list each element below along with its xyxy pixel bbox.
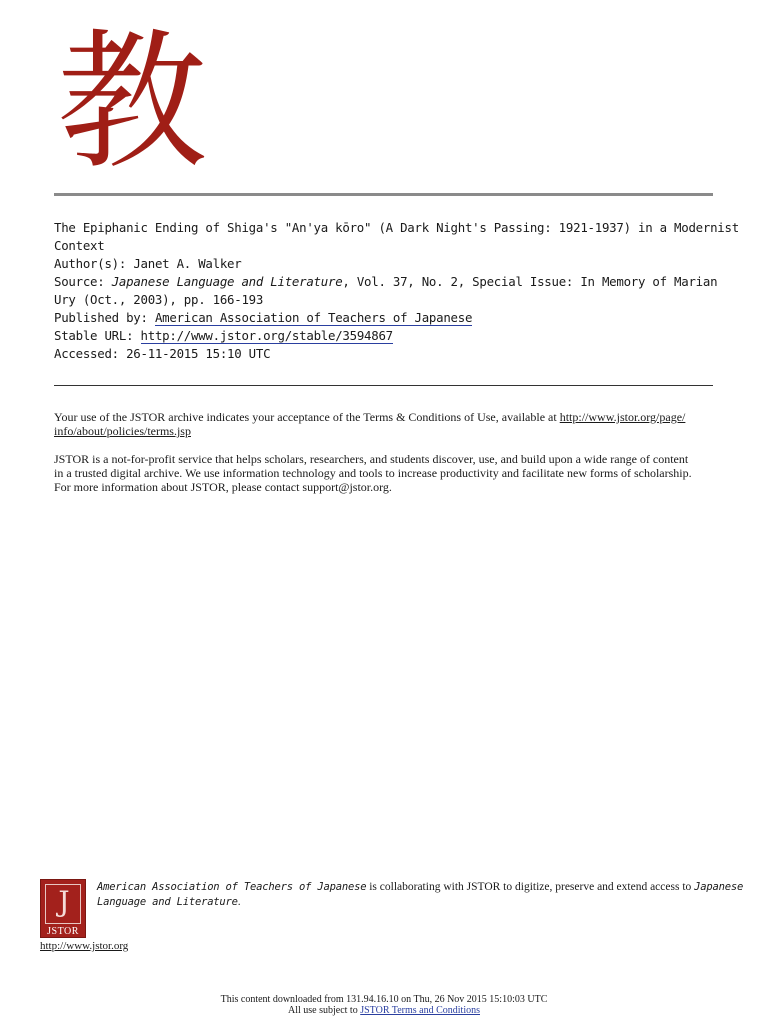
jstor-description-line-1: JSTOR is a not-for-profit service that helps scholars, researchers, and students discover, use, and build upon a wide range of content bbox=[54, 452, 689, 466]
jstor-description-line-2: in a trusted digital archive. We use information technology and tools to increase productivity and facilitate new forms of scholarship. bbox=[54, 466, 692, 480]
jstor-description-line-3: For more information about JSTOR, please contact support@jstor.org. bbox=[54, 480, 392, 494]
source-line-2: Ury (Oct., 2003), pp. 166-193 bbox=[54, 292, 264, 307]
published-label: Published by: bbox=[54, 310, 148, 325]
author-name: Janet A. Walker bbox=[133, 256, 242, 271]
terms-conditions-link[interactable]: JSTOR Terms and Conditions bbox=[360, 1005, 480, 1016]
source-details: , Vol. 37, No. 2, Special Issue: In Memory of Marian bbox=[342, 274, 718, 289]
stable-url-line bbox=[54, 327, 719, 345]
collaboration-period: . bbox=[237, 896, 241, 908]
jstor-home-link[interactable]: http://www.jstor.org bbox=[40, 940, 129, 952]
source-line-1 bbox=[54, 273, 719, 291]
middle-divider bbox=[54, 385, 713, 386]
terms-notice bbox=[54, 410, 719, 438]
publisher-link[interactable]: American Association of Teachers of Japanese bbox=[154, 310, 473, 325]
terms-footer-prefix: All use subject to bbox=[288, 1005, 361, 1016]
author-line bbox=[54, 255, 719, 273]
author-label: Author(s): bbox=[54, 256, 127, 271]
collaboration-statement bbox=[97, 880, 744, 910]
terms-footer-line bbox=[0, 1005, 768, 1016]
publisher-line bbox=[54, 309, 719, 327]
jstor-logo[interactable] bbox=[40, 879, 86, 938]
collaboration-journal-part-2: Language and Literature bbox=[97, 896, 238, 908]
collaboration-journal-part-1: Japanese bbox=[694, 881, 744, 893]
terms-link-part-2[interactable]: info/about/policies/terms.jsp bbox=[54, 424, 191, 438]
terms-link-part-1[interactable]: http://www.jstor.org/page/ bbox=[559, 410, 686, 424]
top-divider bbox=[54, 193, 713, 196]
article-title-line-1: The Epiphanic Ending of Shiga's "An'ya kōro" (A Dark Night's Passing: 1921-1937) in a Modernist bbox=[54, 220, 739, 235]
source-journal-title: Japanese Language and Literature bbox=[111, 274, 343, 289]
collaborating-org: American Association of Teachers of Japanese bbox=[97, 881, 367, 893]
collaboration-line-2 bbox=[97, 895, 729, 910]
citation-block bbox=[54, 219, 739, 363]
stable-url-label: Stable URL: bbox=[54, 328, 134, 343]
download-info: This content downloaded from 131.94.16.10 on Thu, 26 Nov 2015 15:10:03 UTC bbox=[220, 994, 548, 1005]
article-title-line-2: Context bbox=[54, 238, 105, 253]
terms-notice-line-1 bbox=[54, 410, 719, 424]
collaboration-text: is collaborating with JSTOR to digitize, preserve and extend access to bbox=[366, 881, 695, 893]
jstor-description bbox=[54, 452, 719, 494]
terms-notice-line-2 bbox=[54, 424, 719, 438]
collaboration-line-1 bbox=[97, 880, 744, 895]
jstor-wordmark: JSTOR bbox=[47, 926, 79, 937]
source-label: Source: bbox=[54, 274, 105, 289]
terms-notice-text: Your use of the JSTOR archive indicates your acceptance of the Terms & Conditions of Use, available at bbox=[54, 410, 560, 424]
accessed-line: Accessed: 26-11-2015 15:10 UTC bbox=[54, 346, 271, 361]
journal-logo-kanji: 教 bbox=[56, 16, 207, 190]
stable-url-link[interactable]: http://www.jstor.org/stable/3594867 bbox=[140, 328, 393, 343]
jstor-seal-letter: J bbox=[58, 885, 70, 918]
download-footer bbox=[0, 994, 768, 1016]
